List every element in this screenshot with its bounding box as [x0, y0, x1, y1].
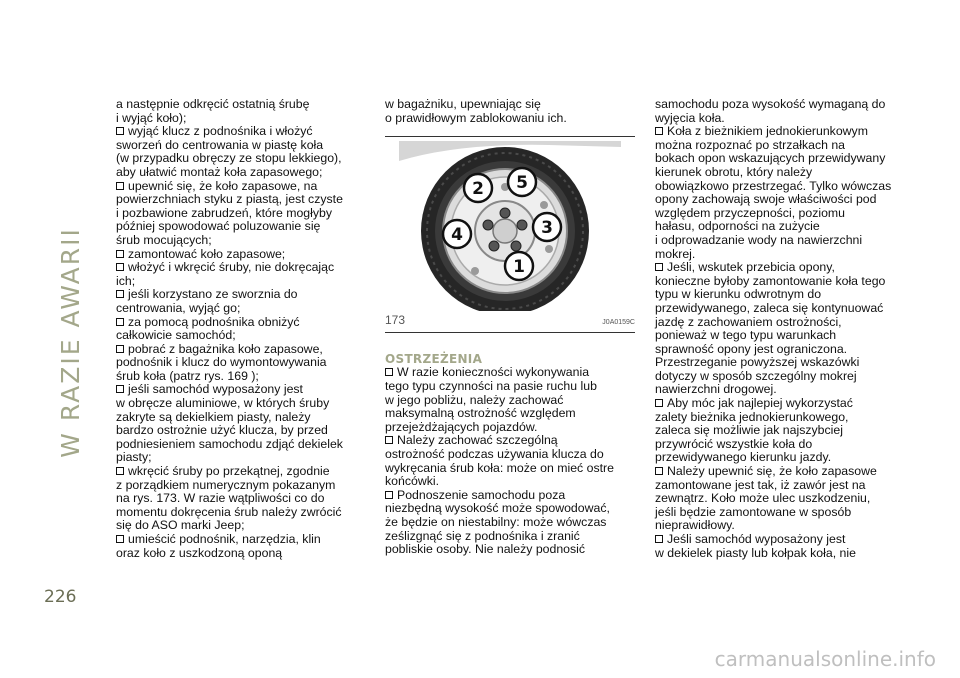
text-line: [116, 343, 374, 357]
bolt-label-1: 1: [513, 257, 525, 278]
text-line: [116, 451, 374, 465]
text-column-1: [116, 98, 374, 560]
text-line-content: później spowodować poluzowanie się: [116, 219, 321, 234]
text-line: [655, 139, 917, 153]
text-line-content: Podnoszenie samochodu poza: [397, 487, 566, 502]
text-line: [385, 502, 643, 516]
text-line: [385, 516, 643, 530]
text-line: [116, 193, 374, 207]
text-line-content: na rys. 173. W razie wątpliwości co do: [116, 491, 325, 506]
checkbox-bullet-icon: [385, 368, 393, 376]
text-line: [116, 547, 374, 561]
text-line-content: i odprowadzanie wody na nawierzchni: [655, 232, 863, 247]
text-line-content: nieprawidłowy.: [655, 518, 735, 533]
text-line: [116, 166, 374, 180]
text-line: [116, 139, 374, 153]
text-line: [655, 519, 917, 533]
figure-code: J0A0159C: [602, 319, 635, 327]
checkbox-bullet-icon: [655, 535, 663, 543]
text-line: [655, 533, 917, 547]
checkbox-bullet-icon: [655, 263, 663, 271]
text-line: [116, 397, 374, 411]
text-line-content: dotyczy w sposób szczególny mokrej: [655, 368, 857, 383]
text-line: [116, 370, 374, 384]
text-line-content: w obręcze aluminiowe, w których śruby: [116, 396, 330, 411]
text-line: [655, 397, 917, 411]
text-line-content: śrub mocujących;: [116, 232, 212, 247]
text-line: [655, 383, 917, 397]
text-line-content: że będzie on niestabilny: może wówczas: [385, 514, 607, 529]
text-line-content: za pomocą podnośnika obniżyć: [128, 314, 300, 329]
text-line-content: konieczne byłoby zamontowanie koła tego: [655, 273, 886, 288]
text-line: [116, 125, 374, 139]
text-line: [385, 448, 643, 462]
text-line-content: w jego pobliżu, należy zachować: [385, 392, 564, 407]
text-line-content: ich;: [116, 273, 136, 288]
checkbox-bullet-icon: [116, 467, 124, 475]
text-line-content: zewnątrz. Koło może ulec uszkodzeniu,: [655, 491, 871, 506]
text-line-content: zalety bieżnika jednokierunkowego,: [655, 409, 849, 424]
figure-rule-bottom: [385, 332, 635, 333]
bolt-label-2: 2: [472, 179, 484, 200]
checkbox-bullet-icon: [116, 318, 124, 326]
text-line: [655, 411, 917, 425]
text-line: [116, 302, 374, 316]
text-line-content: maksymalną ostrożność względem: [385, 406, 576, 421]
text-line: [655, 316, 917, 330]
text-line: [116, 533, 374, 547]
text-line-content: przejeżdżających pojazdów.: [385, 419, 538, 434]
text-line-content: podniesieniem samochodu zdjąć dekielek: [116, 436, 343, 451]
text-line-content: włożyć i wkręcić śruby, nie dokręcając: [128, 260, 335, 275]
text-line: [116, 519, 374, 533]
text-line: [655, 207, 917, 221]
text-line-content: typu w kierunku odwrotnym do: [655, 287, 822, 302]
text-line-content: końcówki.: [385, 474, 439, 489]
text-line-content: jeśli korzystano ze sworznia do: [128, 287, 298, 302]
text-line: [655, 370, 917, 384]
text-line: [116, 492, 374, 506]
text-line: [385, 475, 643, 489]
text-line: [116, 383, 374, 397]
text-line-content: się do ASO marki Jeep;: [116, 518, 245, 533]
text-line-content: zakryte są dekielkiem piasty, należy: [116, 409, 311, 424]
text-line-content: powierzchniach styku z piastą, jest czyste: [116, 192, 343, 207]
text-line: [655, 492, 917, 506]
text-line-content: całkowicie samochód;: [116, 328, 236, 343]
text-line-content: Jeśli samochód wyposażony jest: [667, 532, 846, 546]
text-line: [655, 424, 917, 438]
figure-number: 173: [385, 313, 406, 328]
text-line: [116, 329, 374, 343]
text-column-2: [385, 98, 643, 557]
text-line-content: w bagażniku, upewniając się: [385, 97, 541, 111]
text-line-content: aby ułatwić montaż koła zapasowego;: [116, 164, 323, 179]
text-line: [385, 543, 643, 557]
text-line-content: nawierzchni drogowej.: [655, 382, 777, 397]
text-line: [116, 234, 374, 248]
checkbox-bullet-icon: [655, 467, 663, 475]
warning-heading: OSTRZEŻENIA: [385, 351, 483, 366]
text-line: [116, 438, 374, 452]
text-line-content: śrub koła (patrz rys. 169 );: [116, 368, 259, 383]
text-line-content: Jeśli, wskutek przebicia opony,: [667, 260, 835, 275]
text-line: [655, 125, 917, 139]
text-line-content: i pozbawione zabrudzeń, które mogłyby: [116, 205, 333, 220]
checkbox-bullet-icon: [116, 385, 124, 393]
text-line: [655, 180, 917, 194]
text-line-content: Należy zachować szczególną: [397, 433, 558, 448]
column-2-intro: [385, 98, 643, 125]
text-line: [116, 112, 374, 126]
text-line: [655, 193, 917, 207]
text-line: [655, 166, 917, 180]
figure-173: [385, 136, 635, 333]
watermark: carmanualsonline.info: [714, 647, 936, 671]
wheel-bolt-order-illustration: [399, 141, 621, 311]
text-line-content: przywrócić wszystkie koła do: [655, 436, 813, 451]
text-line-content: względem przyczepności, poziomu: [655, 205, 846, 220]
text-line-content: kierunek obrotu, który należy: [655, 164, 813, 179]
text-line-content: o prawidłowym zablokowaniu ich.: [385, 110, 567, 125]
checkbox-bullet-icon: [116, 250, 124, 258]
checkbox-bullet-icon: [655, 127, 663, 135]
text-line: [385, 394, 643, 408]
text-line-content: samochodu poza wysokość wymaganą do: [655, 97, 886, 111]
text-line-content: zamontowane jest tak, iż zawór jest na: [655, 477, 866, 492]
text-line-content: hałasu, odporności na zużycie: [655, 219, 820, 234]
text-line-content: jeśli będzie zamontowane w sposób: [655, 504, 852, 519]
text-line: [116, 98, 374, 112]
text-line-content: ponieważ w tego typu warunkach: [655, 328, 837, 343]
text-line: [385, 434, 643, 448]
text-line: [655, 506, 917, 520]
checkbox-bullet-icon: [116, 263, 124, 271]
text-line: [116, 506, 374, 520]
text-line: [385, 112, 643, 126]
text-line-content: a następnie odkręcić ostatnią śrubę: [116, 97, 310, 111]
checkbox-bullet-icon: [116, 345, 124, 353]
text-line-content: momentu dokręcenia śrub należy zwrócić: [116, 504, 342, 519]
text-line: [116, 424, 374, 438]
text-line-content: niezbędną wysokość może spowodować,: [385, 501, 610, 516]
text-line: [655, 98, 917, 112]
text-line: [655, 465, 917, 479]
text-line: [116, 261, 374, 275]
page-number: 226: [44, 587, 77, 607]
text-line-content: Należy upewnić się, że koło zapasowe: [667, 464, 877, 479]
text-line: [116, 180, 374, 194]
text-line: [116, 411, 374, 425]
text-line: [655, 234, 917, 248]
text-line-content: Przestrzeganie powyższej wskazówki: [655, 355, 860, 370]
text-line: [655, 112, 917, 126]
text-line: [655, 438, 917, 452]
text-line-content: W razie konieczności wykonywania: [397, 365, 590, 380]
text-line: [655, 451, 917, 465]
text-line-content: wkręcić śruby po przekątnej, zgodnie: [128, 464, 330, 479]
text-line-content: ześlizgnąć się z podnośnika i zranić: [385, 528, 580, 543]
text-line: [655, 479, 917, 493]
text-line: [385, 462, 643, 476]
text-line-content: piasty;: [116, 450, 152, 465]
text-line: [116, 479, 374, 493]
text-line: [655, 261, 917, 275]
text-line-content: jazdę z zachowaniem ostrożności,: [655, 314, 842, 329]
text-line-content: Aby móc jak najlepiej wykorzystać: [667, 396, 853, 411]
text-line-content: opony zachowają swoje właściwości pod: [655, 192, 877, 207]
text-line: [116, 152, 374, 166]
text-line: [116, 356, 374, 370]
text-line-content: wykręcania śrub koła: może on mieć ostre: [385, 460, 614, 475]
text-line-content: obowiązkowo przestrzegać. Tylko wówczas: [655, 178, 892, 193]
text-line-content: Koła z bieżnikiem jednokierunkowym: [667, 124, 868, 139]
text-line-content: pobrać z bagażnika koło zapasowe,: [128, 341, 323, 356]
text-line-content: umieścić podnośnik, narzędzia, klin: [128, 532, 321, 546]
text-line-content: i wyjąć koło);: [116, 110, 187, 125]
text-line-content: bardzo ostrożnie użyć klucza, by przed: [116, 423, 328, 438]
text-line-content: wyjąć klucz z podnośnika i włożyć: [128, 124, 313, 139]
text-line: [655, 220, 917, 234]
text-line: [385, 407, 643, 421]
checkbox-bullet-icon: [116, 535, 124, 543]
text-line-content: centrowania, wyjąć go;: [116, 300, 241, 315]
checkbox-bullet-icon: [385, 491, 393, 499]
text-line: [655, 288, 917, 302]
text-line: [655, 547, 917, 561]
text-line: [385, 530, 643, 544]
warning-text: [385, 366, 643, 556]
text-line-content: sprawność opony jest ograniczona.: [655, 341, 848, 356]
text-line: [385, 421, 643, 435]
text-line: [116, 248, 374, 262]
figure-caption: [385, 314, 635, 330]
text-line: [116, 465, 374, 479]
bolt-label-4: 4: [451, 225, 463, 246]
text-column-3: [655, 98, 917, 560]
text-line-content: (w przypadku obręczy ze stopu lekkiego),: [116, 151, 342, 166]
checkbox-bullet-icon: [385, 436, 393, 444]
bolt-label-5: 5: [516, 173, 528, 194]
text-line-content: bokach opon wskazujących przewidywany: [655, 151, 886, 166]
text-line-content: upewnić się, że koło zapasowe, na: [128, 178, 318, 193]
text-line-content: z porządkiem numerycznym pokazanym: [116, 477, 336, 492]
text-line: [116, 316, 374, 330]
text-line: [385, 366, 643, 380]
text-line: [655, 343, 917, 357]
text-line: [116, 220, 374, 234]
checkbox-bullet-icon: [116, 182, 124, 190]
text-line: [385, 380, 643, 394]
section-tab: [50, 98, 90, 586]
section-tab-label: W RAZIE AWARII: [55, 226, 85, 458]
checkbox-bullet-icon: [116, 290, 124, 298]
text-line-content: pobliskie osoby. Nie należy podnosić: [385, 542, 586, 557]
text-line-content: mokrej.: [655, 246, 696, 261]
text-line-content: przewidywanego, zaleca się kontynuować: [655, 300, 884, 315]
text-line-content: oraz koło z uszkodzoną oponą: [116, 545, 283, 560]
text-line: [385, 98, 643, 112]
text-line: [655, 152, 917, 166]
text-line: [655, 248, 917, 262]
text-line-content: podnośnik i klucz do wymontowywania: [116, 355, 327, 370]
bolt-label-3: 3: [541, 218, 553, 239]
text-line-content: sworzeń do centrowania w piastę koła: [116, 137, 324, 152]
figure-rule-top: [385, 136, 635, 137]
text-line-content: w dekielek piasty lub kołpak koła, nie: [655, 545, 856, 560]
text-line: [655, 329, 917, 343]
text-line-content: można rozpoznać po strzałkach na: [655, 137, 846, 152]
text-line: [655, 356, 917, 370]
text-line-content: tego typu czynności na pasie ruchu lub: [385, 378, 597, 393]
text-line: [385, 489, 643, 503]
text-line-content: jeśli samochód wyposażony jest: [128, 382, 303, 397]
text-line: [116, 275, 374, 289]
text-line-content: zaleca się możliwie jak najszybciej: [655, 423, 843, 438]
checkbox-bullet-icon: [655, 399, 663, 407]
text-line-content: ostrożność podczas używania klucza do: [385, 446, 604, 461]
text-line: [116, 207, 374, 221]
text-line-content: zamontować koło zapasowe;: [128, 246, 286, 261]
text-line-content: wyjęcia koła.: [655, 110, 725, 125]
text-line: [655, 275, 917, 289]
text-line-content: przewidywanego kierunku jazdy.: [655, 450, 832, 465]
checkbox-bullet-icon: [116, 127, 124, 135]
text-line: [655, 302, 917, 316]
text-line: [116, 288, 374, 302]
